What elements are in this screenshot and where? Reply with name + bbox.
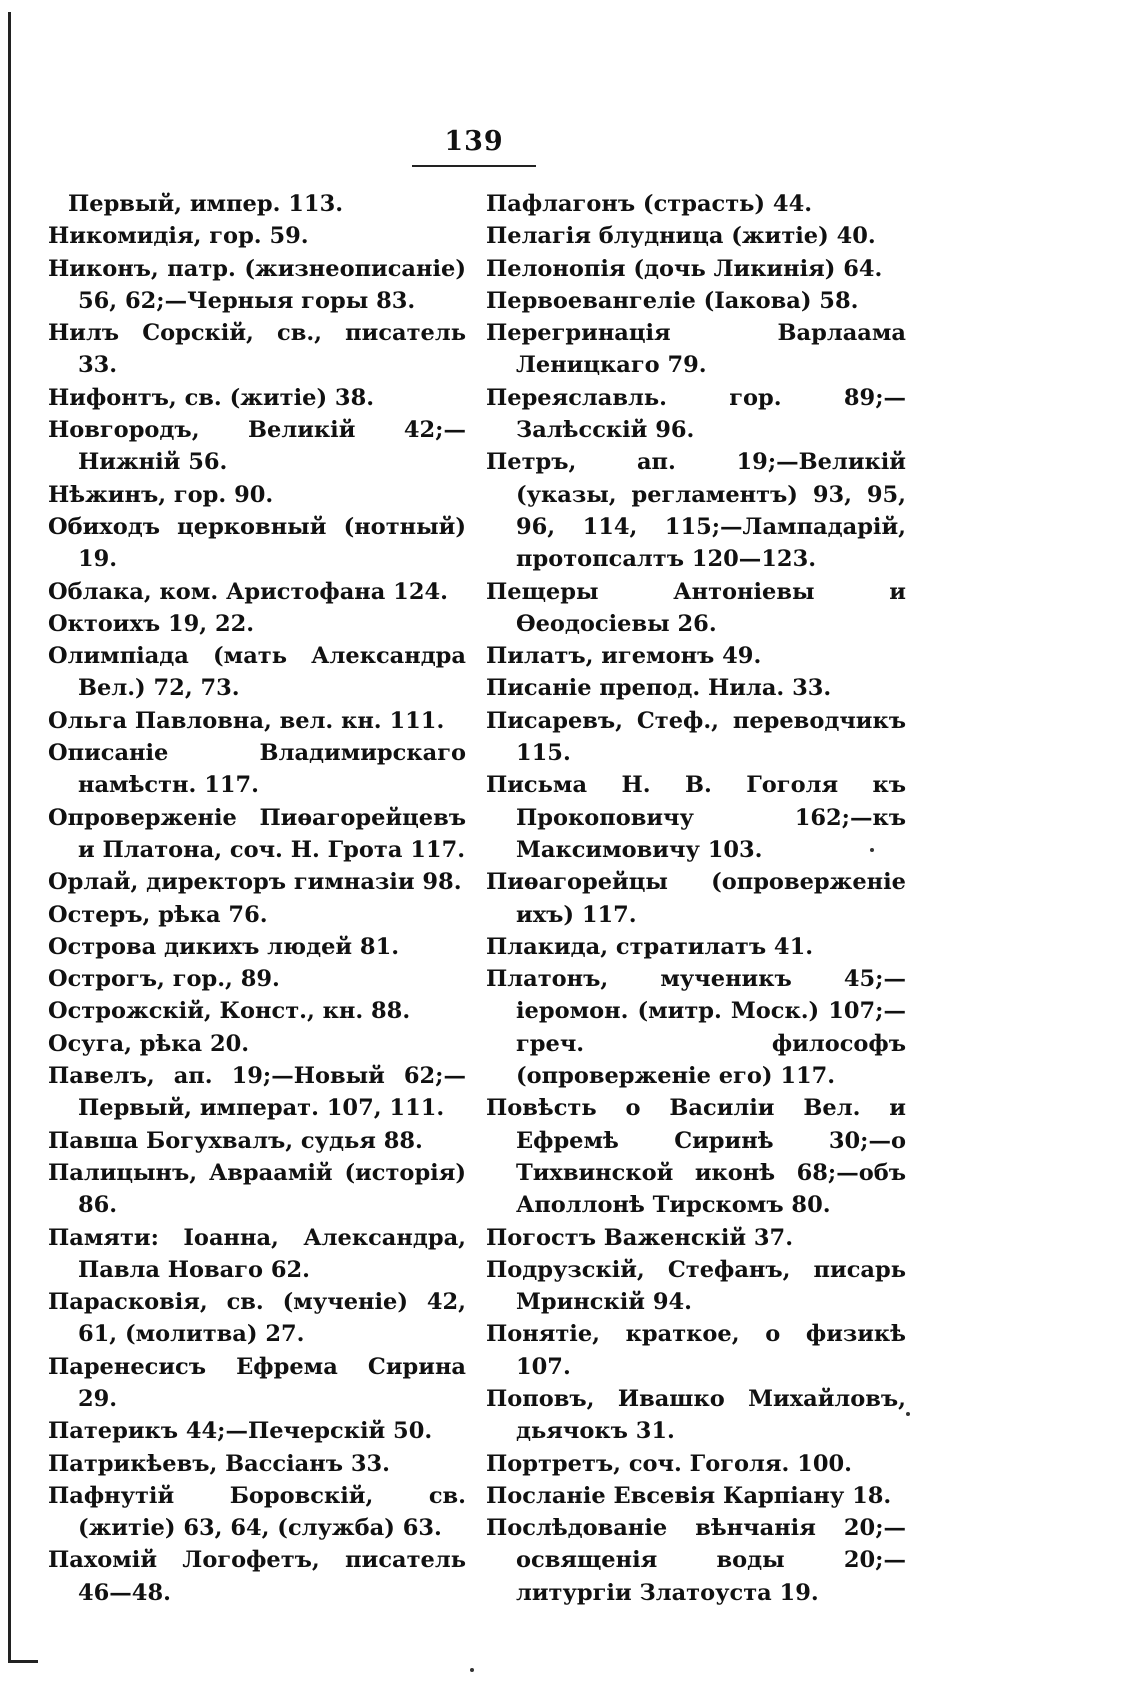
- index-entry: Перегринація Варлаама Леницкаго 79.: [486, 320, 906, 379]
- index-entry: Пафлагонъ (страсть) 44.: [486, 191, 813, 217]
- index-entry: Октоихъ 19, 22.: [48, 610, 255, 637]
- print-speck: [470, 1668, 474, 1672]
- index-entry: Памяти: Іоанна, Александра, Павла Новаго 62.: [48, 1224, 466, 1283]
- index-entry: Никонъ, патр. (жизнеописаніе) 56, 62;—Черныя горы 83.: [48, 255, 466, 314]
- index-entry: Патерикъ 44;—Печерскій 50.: [48, 1418, 433, 1445]
- index-entry: Пафнутій Боровскій, св. (житіе) 63, 64, (служба) 63.: [48, 1482, 466, 1542]
- index-entry: Остеръ, рѣка 76.: [48, 901, 268, 928]
- index-entry: Острогъ, гор., 89.: [48, 966, 280, 993]
- index-entry: Переяславль. гор. 89;—Залѣсскій 96.: [486, 384, 906, 444]
- index-entry: Павша Богухвалъ, судья 88.: [48, 1127, 423, 1154]
- index-entry: Новгородъ, Великій 42;—Нижній 56.: [48, 417, 466, 476]
- index-entry: Нилъ Сорскій, св., писатель 33.: [48, 320, 466, 379]
- index-entry: Платонъ, мученикъ 45;—іеромон. (митр. Моск.) 107;—греч. философъ (опроверженіе его) 117.: [486, 966, 906, 1090]
- binding-edge-line: [8, 12, 11, 1662]
- index-column-right: [486, 188, 906, 1609]
- index-column-left: [48, 188, 466, 1609]
- index-entry: Павелъ, ап. 19;—Новый 62;—Первый, императ. 107, 111.: [48, 1063, 466, 1122]
- index-entry: Острожскій, Конст., кн. 88.: [48, 998, 411, 1025]
- index-entry: Пиѳагорейцы (опроверженіе ихъ) 117.: [486, 869, 906, 928]
- index-entry: Погостъ Важенскій 37.: [486, 1224, 794, 1251]
- index-entry: Письма Н. В. Гоголя къ Прокоповичу 162;—къ Максимовичу 103.: [486, 772, 906, 863]
- index-entry: Пелонопія (дочь Ликинія) 64.: [486, 255, 883, 282]
- index-entry: Осуга, рѣка 20.: [48, 1030, 250, 1057]
- index-entry: Опроверженіе Пиѳагорейцевъ и Платона, соч. Н. Грота 117.: [48, 804, 466, 863]
- index-entry: Описаніе Владимирскаго намѣстн. 117.: [48, 740, 466, 799]
- index-entry: Никомидія, гор. 59.: [48, 223, 309, 250]
- index-entry: Первоевангеліе (Іакова) 58.: [486, 287, 859, 314]
- index-entry: Нифонтъ, св. (житіе) 38.: [48, 384, 375, 411]
- index-entry: Паренесисъ Ефрема Сирина 29.: [48, 1353, 466, 1412]
- index-entry: Патрикѣевъ, Вассіанъ 33.: [48, 1450, 390, 1477]
- index-entry: Понятіе, краткое, о физикѣ 107.: [486, 1321, 906, 1380]
- index-entry: Подрузскій, Стефанъ, писарь Мринскій 94.: [486, 1256, 906, 1316]
- print-speck: [870, 848, 874, 852]
- print-speck: [906, 1412, 910, 1416]
- page-number: 139: [444, 126, 504, 157]
- index-entry: Пилатъ, игемонъ 49.: [486, 643, 762, 670]
- index-entry: Пещеры Антоніевы и Ѳеодосіевы 26.: [486, 578, 906, 637]
- index-entry: Острова дикихъ людей 81.: [48, 933, 400, 960]
- index-entry: Парасковія, св. (мученіе) 42, 61, (молитва) 27.: [48, 1289, 466, 1348]
- index-entry: Повѣсть о Василіи Вел. и Ефремѣ Сиринѣ 30;—о Тихвинской иконѣ 68;—объ Аполлонѣ Тирскомъ 80.: [486, 1095, 906, 1219]
- index-entry: Поповъ, Ивашко Михайловъ, дьячокъ 31.: [486, 1385, 906, 1445]
- index-entry: Петръ, ап. 19;—Великій (указы, регламентъ) 93, 95, 96, 114, 115;—Лампадарій, протопсалтъ 120—123.: [486, 449, 906, 573]
- binding-edge-foot: [8, 1660, 38, 1663]
- index-entry: Нѣжинъ, гор. 90.: [48, 481, 274, 508]
- index-entry: Посланіе Евсевія Карпіану 18.: [486, 1482, 892, 1509]
- index-entry: Ольга Павловна, вел. кн. 111.: [48, 707, 445, 734]
- index-entry: Плакида, стратилатъ 41.: [486, 933, 814, 960]
- index-entry: Облака, ком. Аристофана 124.: [48, 578, 448, 605]
- index-entry: Орлай, директоръ гимназіи 98.: [48, 869, 462, 896]
- index-entry: Палицынъ, Авраамій (исторія) 86.: [48, 1159, 466, 1219]
- index-entry: Первый, импер. 113.: [68, 191, 344, 217]
- index-entry: Портретъ, соч. Гоголя. 100.: [486, 1450, 852, 1477]
- index-entry: Пахомій Логофетъ, писатель 46—48.: [48, 1547, 466, 1606]
- page-number-rule: [412, 165, 536, 167]
- index-entry: Послѣдованіе вѣнчанія 20;—освященія воды 20;—литургіи Златоуста 19.: [486, 1515, 906, 1606]
- index-entry: Олимпіада (мать Александра Вел.) 72, 73.: [48, 643, 466, 702]
- index-entry: Писаревъ, Стеф., переводчикъ 115.: [486, 707, 906, 767]
- index-entry: Писаніе препод. Нила. 33.: [486, 675, 832, 702]
- index-entry: Обиходъ церковный (нотный) 19.: [48, 513, 466, 573]
- index-entry: Пелагія блудница (житіе) 40.: [486, 223, 876, 250]
